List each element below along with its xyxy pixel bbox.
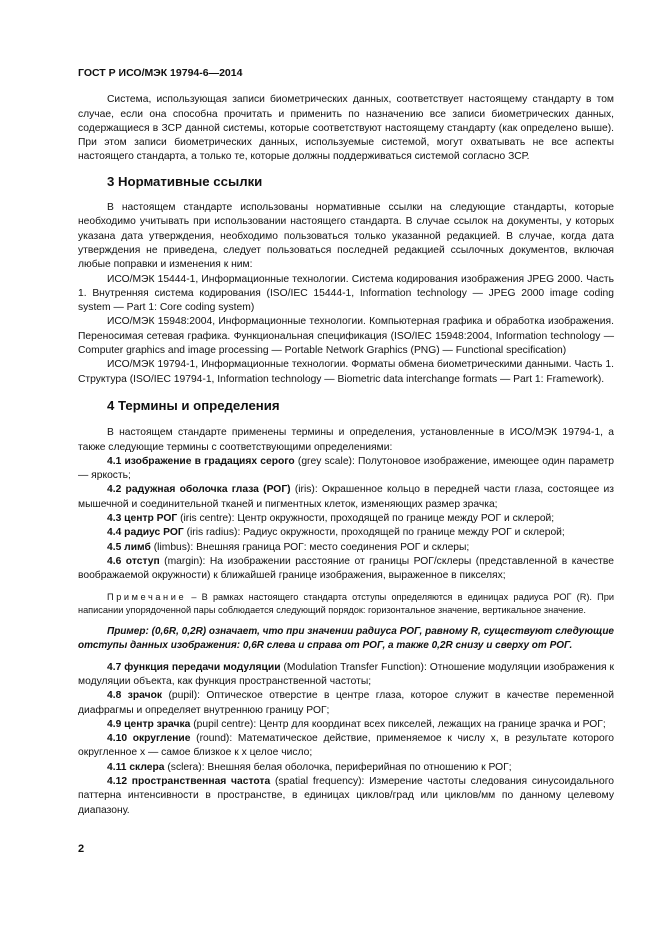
term-en: (round) — [190, 733, 230, 745]
term-en: (sclera) — [164, 761, 202, 773]
term-definition — [78, 732, 614, 761]
term-def: : Полутоновое изображение, имеющее один параметр — яркость; — [78, 455, 614, 482]
term-term: 4.9 центр зрачка — [107, 718, 191, 730]
term-def: : Окрашенное кольцо в передней части глаза, состоящее из мышечной и соединительной тканей и пигментных клеток, изменяющих размер зрачка; — [78, 484, 615, 510]
term-definition — [78, 555, 614, 584]
term-en: (pupil) — [162, 690, 198, 702]
term-def: : Центр для координат всех пикселей, лежащих на границе зрачка и РОГ; — [253, 718, 606, 730]
note: Примечание – В рамках настоящего стандарта отступы определяются в единицах радиуса РОГ (R). При написании упорядоченной пары соблюдается следующий порядок: горизонтальное значение, вертикальное значение. — [78, 591, 614, 615]
term-en: (iris radius) — [183, 527, 238, 539]
term-term: 4.4 радиус РОГ — [107, 527, 184, 539]
reference-item: ИСО/МЭК 15948:2004, Информационные технологии. Компьютерная графика и обработка изображения. Переносимая сетевая графика. Функциональная спецификация (ISO/IEC 15948:2004, Information technology — Computer graphics and image processing — Portable Network Graphics (PNG) — Functional specification) — [78, 316, 614, 357]
term-term: 4.11 склера — [107, 761, 165, 773]
term-en: (pupil centre) — [190, 718, 254, 730]
term-definition — [78, 512, 614, 526]
term-definition — [78, 483, 614, 512]
example: Пример: (0,6R, 0,2R) означает, что при значении радиуса РОГ, равному R, существуют следующие отступы данных изображения: 0,6R слева и справа от РОГ, а также 0,2R снизу и сверху от РОГ. — [78, 626, 614, 652]
term-en: (iris) — [290, 484, 315, 496]
term-term: 4.8 зрачок — [107, 690, 163, 702]
intro-paragraph: Система, использующая записи биометрических данных, соответствует настоящему стандарту в том случае, если она способна прочитать и применить по назначению все записи биометрических данных, содержащиеся в ЗСР данной системы, которые соответствуют настоящему стандарту (как определено выше). При этом записи биометрических данных, используемые системой, могут охватывать не все аспекты настоящего стандарта, а только те, которые должны поддерживаться системой согласно ЗСР. — [78, 94, 614, 163]
section-4-intro: В настоящем стандарте применены термины и определения, установленные в ИСО/МЭК 19794-1, а также следующие термины с соответствующими определениями: — [78, 427, 614, 453]
term-term: 4.10 округление — [107, 733, 191, 745]
term-term: 4.12 пространственная частота — [107, 776, 271, 788]
term-definition — [78, 761, 614, 775]
term-definition — [78, 689, 614, 718]
term-en: (grey scale) — [294, 455, 352, 467]
term-definition — [78, 775, 614, 818]
term-def: : Отношение модуляции изображения к модуляции объекта, как функция пространственной частоты; — [78, 661, 614, 687]
term-definition — [78, 718, 614, 732]
term-definition — [78, 661, 614, 690]
term-definition — [78, 526, 614, 540]
document-header: ГОСТ Р ИСО/МЭК 19794-6—2014 — [78, 67, 243, 79]
term-term: 4.5 лимб — [107, 541, 151, 553]
note-label: Примечание — [107, 591, 187, 602]
term-en: (iris centre) — [177, 513, 232, 525]
term-term: 4.3 центр РОГ — [107, 513, 178, 525]
term-def: : Оптическое отверстие в центре глаза, которое служит в качестве переменной диафрагмы и определяет внутреннюю границу РОГ; — [78, 690, 614, 716]
term-def: : Радиус окружности, проходящей по границе между РОГ и склерой; — [237, 527, 565, 539]
term-def: : Центр окружности, проходящей по границе между РОГ и склерой; — [231, 513, 555, 525]
term-def: : Внешняя белая оболочка, периферийная по отношению к РОГ; — [201, 761, 512, 773]
term-term: 4.1 изображение в градациях серого — [107, 455, 295, 467]
reference-item: ИСО/МЭК 15444-1, Информационные технологии. Система кодирования изображения JPEG 2000. Часть 1. Внутренняя система кодирования (ISO/IEC 15444-1, Information technology — JPEG 2000 image coding system — Part 1: Core coding system) — [78, 273, 614, 314]
term-def: : Измерение частоты следования синусоидального паттерна интенсивности в пространстве, в единицах циклов/град или циклов/мм по данному целевому диапазону. — [78, 776, 614, 816]
term-term: 4.7 функция передачи модуляции — [107, 661, 281, 673]
term-en: (margin) — [159, 555, 203, 567]
term-en: (Modulation Transfer Function) — [280, 661, 424, 673]
section-3-heading: 3 Нормативные ссылки — [107, 173, 263, 189]
term-en: (spatial frequency) — [270, 776, 362, 788]
term-term: 4.6 отступ — [107, 555, 160, 567]
term-def: : Внешняя граница РОГ: место соединения РОГ и склеры; — [190, 541, 470, 553]
term-en: (limbus) — [150, 541, 191, 553]
term-definition — [78, 455, 614, 484]
term-term: 4.2 радужная оболочка глаза (РОГ) — [107, 484, 291, 496]
section-3-intro: В настоящем стандарте использованы нормативные ссылки на следующие стандарты, которые необходимо учитывать при использовании настоящего стандарта. В случае ссылок на документы, у которых указана дата утверждения, необходимо пользоваться только указанной редакцией. В случае, когда дата утверждения не приведена, следует пользоваться последней редакцией ссылочных документов, включая любые поправки и изменения к ним: — [78, 202, 614, 271]
term-def: : На изображении расстояние от границы РОГ/склеры (представленной в качестве воображаемой окружности) к ближайшей границе изображения, выраженное в пикселях; — [78, 555, 614, 582]
reference-item: ИСО/МЭК 19794-1, Информационные технологии. Форматы обмена биометрическими данными. Часть 1. Структура (ISO/IEC 19794-1, Information technology — Biometric data interchange formats — Part 1: Framework). — [78, 359, 614, 385]
term-definition — [78, 541, 614, 555]
page-number: 2 — [78, 843, 85, 855]
section-4-heading: 4 Термины и определения — [107, 397, 280, 413]
term-def: : Математическое действие, применяемое к числу x, в результате которого округленное x — самое близкое к x целое число; — [78, 733, 614, 759]
